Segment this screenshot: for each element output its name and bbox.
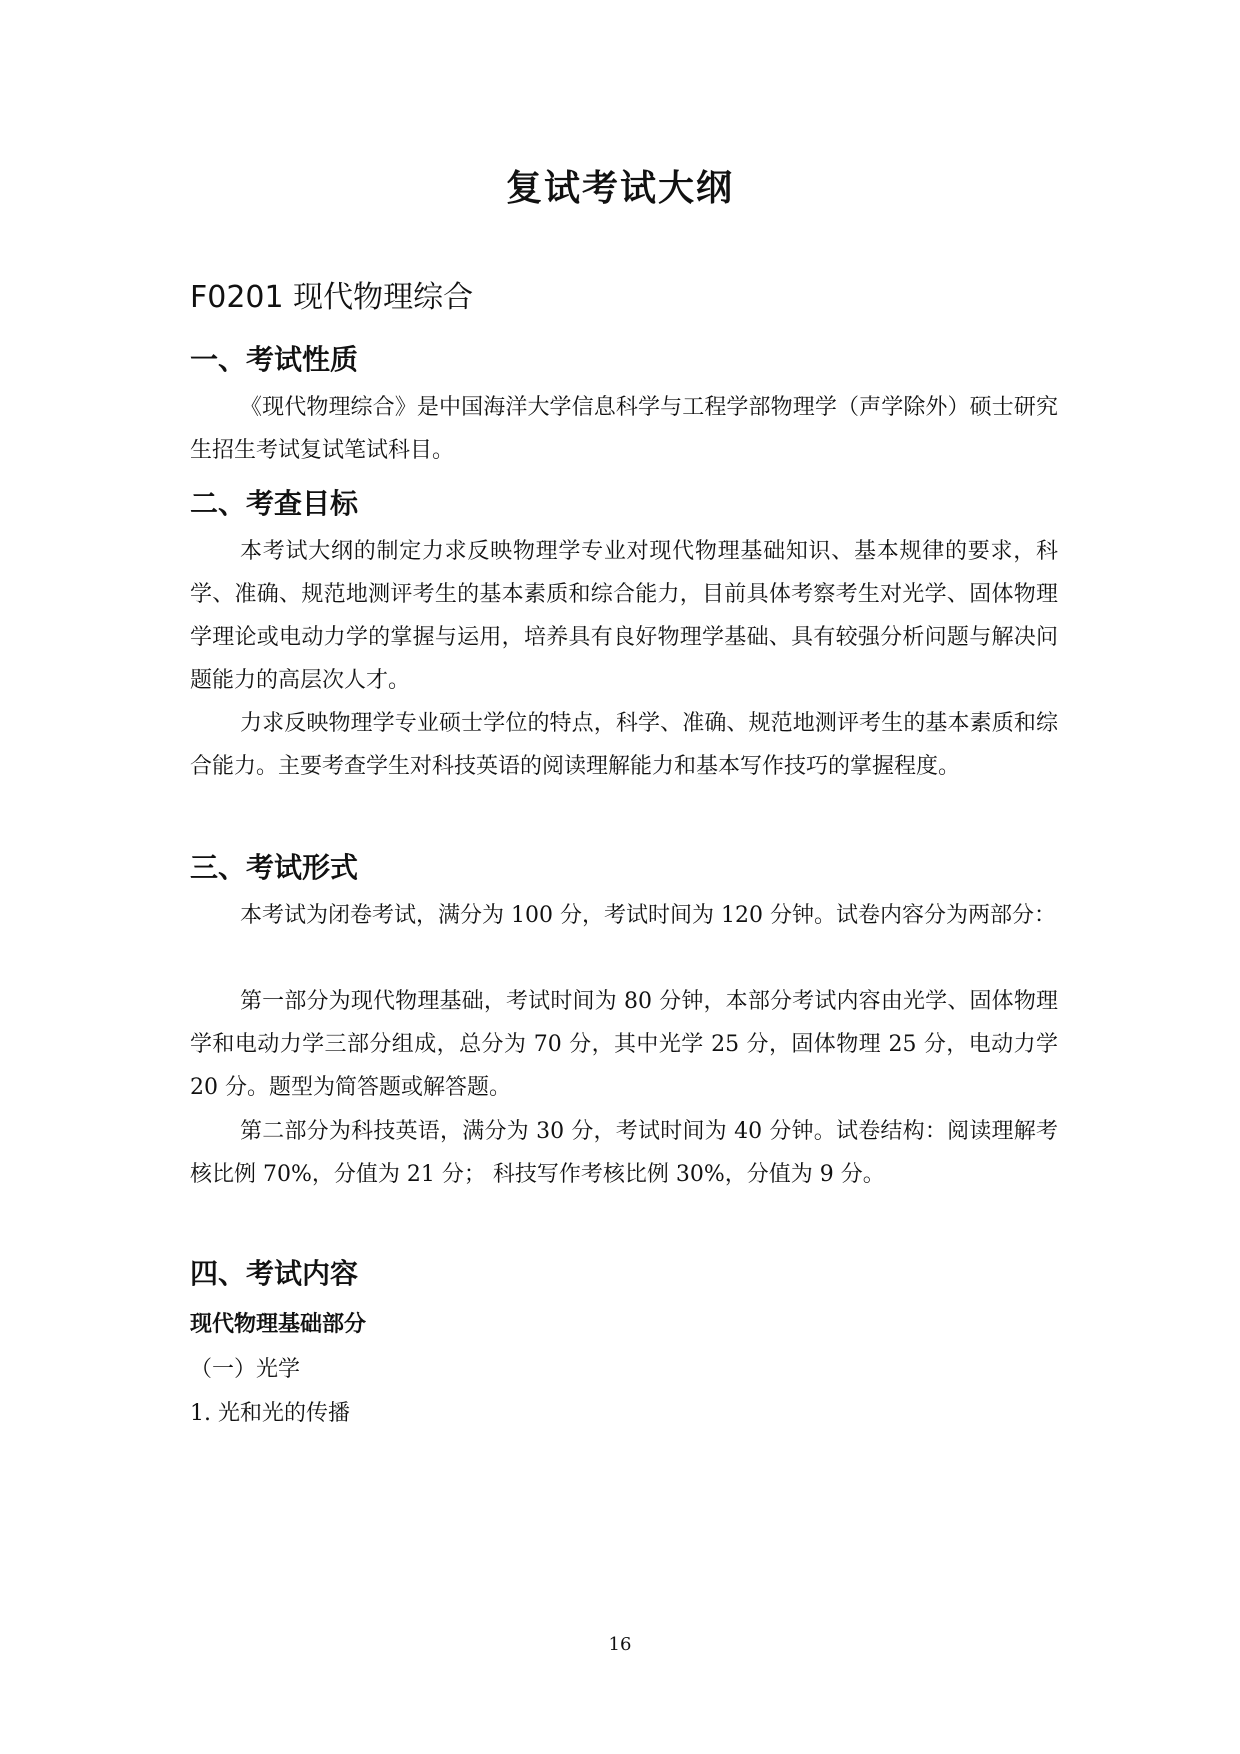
section-heading-objectives: 二、考查目标	[190, 487, 359, 520]
page-number: 16	[608, 1634, 632, 1655]
paragraph-format-3: 第二部分为科技英语，满分为 30 分，考试时间为 40 分钟。试卷结构：阅读理解考核比例 70%，分值为 21 分； 科技写作考核比例 30%，分值为 9 分。	[190, 1119, 1058, 1187]
section-heading-format: 三、考试形式	[190, 851, 359, 884]
section-heading-nature: 一、考试性质	[190, 343, 359, 376]
section-heading-content: 四、考试内容	[190, 1257, 359, 1290]
paragraph-nature: 《现代物理综合》是中国海洋大学信息科学与工程学部物理学（声学除外）硕士研究生招生考试复试笔试科目。	[190, 395, 1058, 463]
paragraph-format-1: 本考试为闭卷考试，满分为 100 分，考试时间为 120 分钟。试卷内容分为两部分：	[240, 903, 1056, 928]
list-item-light-propagation: 1. 光和光的传播	[190, 1401, 350, 1426]
subheading-modern-physics: 现代物理基础部分	[190, 1312, 367, 1337]
paragraph-objectives-1: 本考试大纲的制定力求反映物理学专业对现代物理基础知识、基本规律的要求，科学、准确、规范地测评考生的基本素质和综合能力，目前具体考察考生对光学、固体物理学理论或电动力学的掌握与运用，培养具有良好物理学基础、具有较强分析问题与解决问题能力的高层次人才。	[190, 539, 1058, 693]
paragraph-format-2: 第一部分为现代物理基础，考试时间为 80 分钟，本部分考试内容由光学、固体物理学和电动力学三部分组成，总分为 70 分，其中光学 25 分，固体物理 25 分，电动力学 20 分。题型为简答题或解答题。	[190, 989, 1058, 1100]
subject-title: F0201 现代物理综合	[190, 280, 474, 315]
paragraph-objectives-2: 力求反映物理学专业硕士学位的特点，科学、准确、规范地测评考生的基本素质和综合能力。主要考查学生对科技英语的阅读理解能力和基本写作技巧的掌握程度。	[190, 711, 1058, 779]
list-item-optics: （一）光学	[190, 1357, 301, 1382]
document-title: 复试考试大纲	[505, 168, 734, 209]
